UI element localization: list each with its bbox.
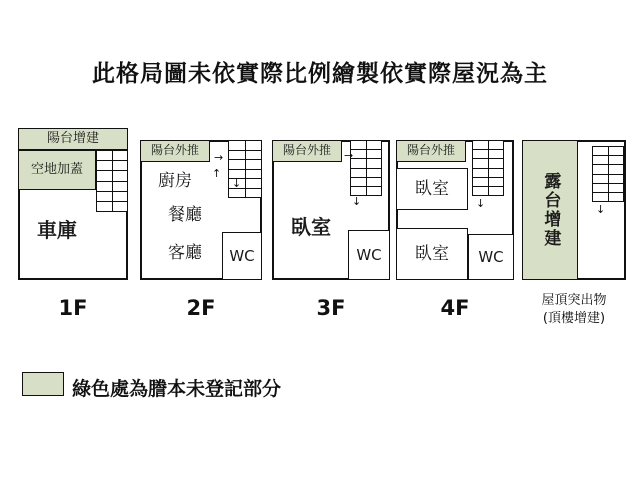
room-4f-bedroom-1 [396, 168, 468, 210]
arrow-down-icon-3f: ↓ [352, 195, 362, 208]
arrow-right-icon-3f: → [344, 149, 354, 162]
room-3f-bedroom [274, 212, 348, 242]
room-label: 車庫 [37, 218, 77, 242]
room-1f-open-area-cover [18, 150, 96, 190]
room-label: 臥室 [415, 243, 449, 264]
room-label: 陽台增建 [46, 130, 99, 146]
room-2f-dining [145, 202, 225, 228]
floor-label-roof-sub: (頂樓增建) [542, 310, 606, 326]
room-roof-terrace-addition [522, 140, 578, 280]
room-3f-wc [348, 230, 390, 280]
room-1f-garage [18, 210, 96, 250]
floor-label-1f: 1F [58, 296, 88, 320]
page-title: 此格局圖未依實際比例繪製依實際屋況為主 [92, 61, 548, 87]
room-2f-living [145, 240, 225, 266]
room-label: 臥室 [291, 215, 331, 239]
floor-label-4f: 4F [440, 296, 470, 320]
room-label: WC [229, 246, 255, 265]
room-4f-wc [468, 234, 514, 280]
room-label: 客廳 [168, 242, 202, 263]
floor-label-roof-main: 屋頂突出物 [541, 293, 607, 308]
arrow-up-icon-2f: ↑ [212, 167, 222, 180]
room-label: 空地加蓋 [30, 161, 83, 177]
arrow-down-icon-2f: ↓ [232, 177, 242, 190]
legend-swatch [22, 372, 64, 396]
room-label: WC [478, 247, 504, 266]
room-2f-kitchen [140, 168, 210, 194]
floor-label-3f: 3F [316, 296, 346, 320]
room-label: 餐廳 [168, 204, 202, 225]
room-4f-balcony-extension [396, 140, 466, 162]
legend-text: 綠色處為謄本未登記部分 [72, 378, 282, 400]
stairs-divider-roof [608, 146, 609, 202]
room-label: 廚房 [158, 170, 192, 191]
room-4f-bedroom-2 [396, 228, 468, 280]
stairs-divider-3f [366, 140, 367, 196]
room-3f-balcony-extension [272, 140, 342, 162]
arrow-down-icon-roof: ↓ [596, 203, 606, 216]
room-label: 陽台外推 [406, 143, 455, 158]
room-label: 陽台外推 [150, 143, 199, 158]
room-2f-wc [222, 232, 262, 280]
stairs-divider-1f [112, 150, 113, 212]
room-2f-balcony-extension [140, 140, 210, 162]
room-label: 臥室 [415, 178, 449, 199]
arrow-right-icon-2f: → [214, 151, 224, 164]
room-label: 露台增建 [540, 172, 561, 248]
room-1f-balcony-addition [18, 128, 128, 150]
floor-label-roof [518, 292, 630, 327]
room-label: 陽台外推 [282, 143, 331, 158]
stairs-divider-2f [245, 140, 246, 198]
stairs-divider-4f [488, 140, 489, 196]
floor-label-2f: 2F [186, 296, 216, 320]
arrow-down-icon-4f: ↓ [476, 197, 486, 210]
room-label: WC [356, 245, 382, 264]
